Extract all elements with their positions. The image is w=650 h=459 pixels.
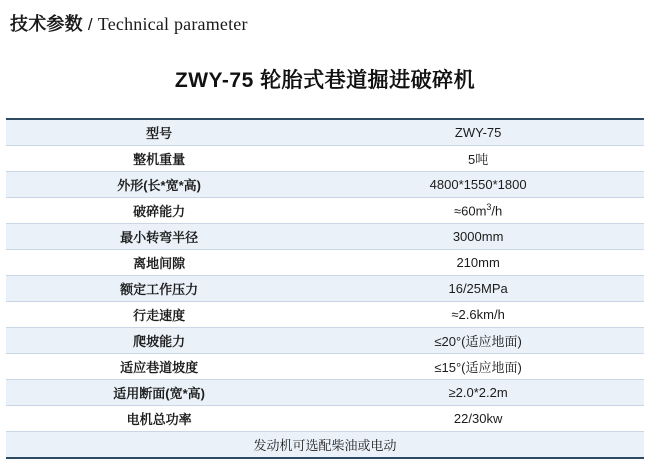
page-title: ZWY-75 轮胎式巷道掘进破碎机 xyxy=(174,69,476,92)
section-header-cn: 技术参数 xyxy=(10,14,83,34)
spec-value: ≤15°(适应地面) xyxy=(312,354,644,380)
spec-label: 适用断面(宽*高) xyxy=(6,380,312,406)
spec-value: ≥2.0*2.2m xyxy=(312,380,644,406)
spec-value: ≤20°(适应地面) xyxy=(312,328,644,354)
spec-value: 22/30kw xyxy=(312,406,644,432)
spec-table-wrap xyxy=(0,118,650,459)
spec-table-body xyxy=(6,119,644,458)
spec-label: 破碎能力 xyxy=(6,198,312,224)
spec-label: 适应巷道坡度 xyxy=(6,354,312,380)
table-row xyxy=(6,146,644,172)
table-row xyxy=(6,250,644,276)
spec-label: 离地间隙 xyxy=(6,250,312,276)
spec-label: 额定工作压力 xyxy=(6,276,312,302)
spec-value: ZWY-75 xyxy=(312,119,644,146)
spec-value: 16/25MPa xyxy=(312,276,644,302)
spec-label: 行走速度 xyxy=(6,302,312,328)
spec-table xyxy=(6,118,644,459)
spec-footer-note: 发动机可选配柴油或电动 xyxy=(6,432,644,459)
section-header-en: Technical parameter xyxy=(97,14,248,34)
spec-value: 5吨 xyxy=(312,146,644,172)
spec-value: $\approx 60m^3/h$ xyxy=(312,198,644,224)
table-row xyxy=(6,276,644,302)
section-header-separator: / xyxy=(87,15,93,34)
spec-value: 3000mm xyxy=(312,224,644,250)
spec-label: 型号 xyxy=(6,119,312,146)
spec-value: 4800*1550*1800 xyxy=(312,172,644,198)
spec-label: 最小转弯半径 xyxy=(6,224,312,250)
table-row xyxy=(6,380,644,406)
table-row xyxy=(6,198,644,224)
table-row xyxy=(6,302,644,328)
table-row xyxy=(6,406,644,432)
table-row xyxy=(6,224,644,250)
spec-label: 电机总功率 xyxy=(6,406,312,432)
spec-label: 爬坡能力 xyxy=(6,328,312,354)
table-row xyxy=(6,328,644,354)
table-row xyxy=(6,172,644,198)
section-header xyxy=(0,0,650,36)
table-footer-row xyxy=(6,432,644,459)
spec-label: 外形(长*宽*高) xyxy=(6,172,312,198)
spec-label: 整机重量 xyxy=(6,146,312,172)
table-row xyxy=(6,119,644,146)
spec-value: ≈2.6km/h xyxy=(312,302,644,328)
spec-value: 210mm xyxy=(312,250,644,276)
table-row xyxy=(6,354,644,380)
